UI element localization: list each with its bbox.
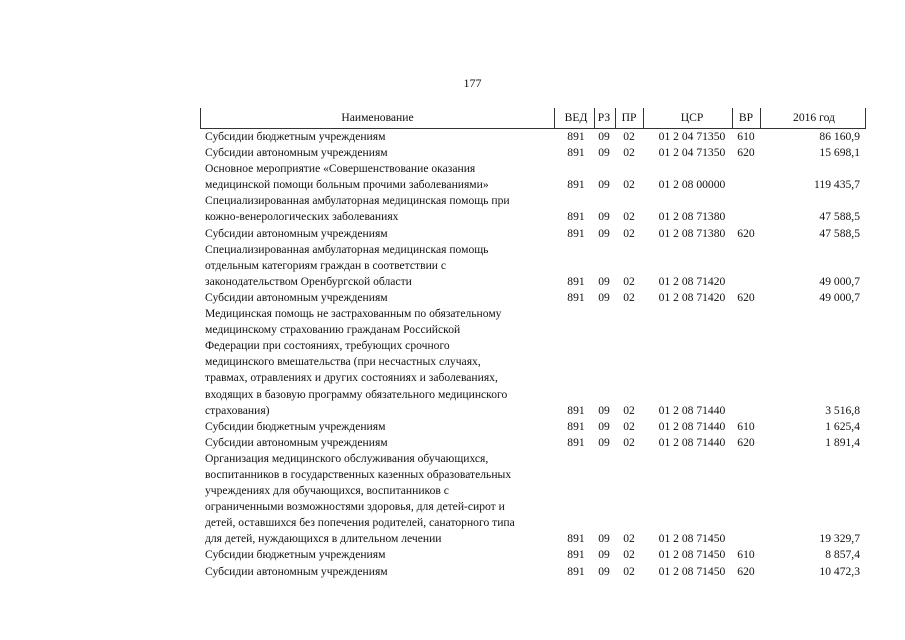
table-row [200, 290, 866, 306]
row-ved: 891 [567, 146, 585, 160]
row-csr: 01 2 08 71450 [658, 532, 726, 546]
header-separator [200, 108, 201, 128]
row-pr: 02 [623, 532, 635, 546]
row-rz: 09 [598, 548, 610, 562]
row-ved: 891 [567, 130, 585, 143]
row-vr: 610 [737, 548, 755, 562]
row-name-line: Субсидии бюджетным учреждениям [205, 130, 386, 143]
row-ved: 891 [567, 532, 585, 546]
row-csr: 01 2 08 71440 [658, 435, 726, 449]
row-csr: 01 2 08 71420 [658, 274, 726, 288]
budget-table [200, 108, 866, 580]
row-pr: 02 [623, 564, 635, 578]
row-vr: 620 [737, 146, 755, 160]
row-sum: 1 891,4 [825, 435, 860, 449]
row-name-line: входящих в базовую программу обязательного медицинского [205, 387, 508, 401]
row-name-line: Организация медицинского обслуживания обучающихся, [205, 451, 489, 465]
row-name [205, 242, 550, 290]
row-name-line: травмах, отравлениях и других состояниях и заболеваниях, [205, 371, 498, 385]
row-rz: 09 [598, 532, 610, 546]
row-ved: 891 [567, 548, 585, 562]
row-ved: 891 [567, 419, 585, 433]
row-pr: 02 [623, 274, 635, 288]
row-name-line: учреждениях для обучающихся, воспитанников с [205, 484, 449, 498]
row-csr: 01 2 08 71380 [658, 226, 726, 240]
header-year: 2016 год [793, 111, 835, 124]
header-separator [760, 108, 761, 128]
row-name-line: для детей, нуждающихся в длительном лечении [205, 532, 442, 546]
table-row [200, 306, 866, 419]
row-name [205, 564, 550, 580]
row-name [205, 161, 550, 193]
table-row [200, 242, 866, 290]
row-name [205, 451, 550, 548]
row-csr: 01 2 08 71440 [658, 403, 726, 417]
row-name-line: медицинскому страхованию гражданам Российской [205, 323, 461, 337]
row-sum: 47 588,5 [819, 210, 860, 224]
row-pr: 02 [623, 130, 635, 143]
row-rz: 09 [598, 178, 610, 192]
row-vr: 620 [737, 564, 755, 578]
row-sum: 1 625,4 [825, 419, 860, 433]
table-header [200, 108, 866, 129]
row-pr: 02 [623, 210, 635, 224]
row-rz: 09 [598, 564, 610, 578]
row-pr: 02 [623, 290, 635, 304]
row-rz: 09 [598, 130, 610, 143]
row-name [205, 193, 550, 225]
row-sum: 8 857,4 [825, 548, 860, 562]
row-name [205, 306, 550, 419]
row-pr: 02 [623, 403, 635, 417]
row-sum: 119 435,7 [814, 178, 860, 192]
table-row [200, 419, 866, 435]
table-row [200, 161, 866, 193]
row-rz: 09 [598, 226, 610, 240]
row-name-line: Субсидии автономным учреждениям [205, 226, 388, 240]
row-sum: 86 160,9 [819, 130, 860, 143]
row-sum: 10 472,3 [819, 564, 860, 578]
row-name-line: Субсидии автономным учреждениям [205, 435, 388, 449]
table-row [200, 226, 866, 242]
row-name [205, 419, 550, 435]
row-name [205, 547, 550, 563]
table-row [200, 193, 866, 225]
row-sum: 19 329,7 [819, 532, 860, 546]
row-ved: 891 [567, 290, 585, 304]
row-name-line: ограниченными возможностями здоровья, для детей-сирот и [205, 500, 505, 514]
row-rz: 09 [598, 274, 610, 288]
row-name-line: Специализированная амбулаторная медицинская помощь при [205, 194, 510, 208]
header-separator [865, 108, 866, 128]
row-name [205, 129, 550, 145]
table-row [200, 547, 866, 563]
row-ved: 891 [567, 403, 585, 417]
row-pr: 02 [623, 226, 635, 240]
row-name [205, 226, 550, 242]
header-csr: ЦСР [680, 111, 704, 124]
row-sum: 15 698,1 [819, 146, 860, 160]
row-csr: 01 2 08 71450 [658, 548, 726, 562]
table-row [200, 145, 866, 161]
row-name-line: Основное мероприятие «Совершенствование оказания [205, 162, 476, 176]
row-csr: 01 2 08 71440 [658, 419, 726, 433]
row-rz: 09 [598, 419, 610, 433]
row-pr: 02 [623, 435, 635, 449]
header-name: Наименование [341, 111, 414, 124]
row-rz: 09 [598, 403, 610, 417]
row-ved: 891 [567, 210, 585, 224]
row-vr: 620 [737, 435, 755, 449]
header-separator [554, 108, 555, 128]
row-rz: 09 [598, 290, 610, 304]
row-name-line: Специализированная амбулаторная медицинская помощь [205, 242, 489, 256]
row-pr: 02 [623, 146, 635, 160]
row-name [205, 290, 550, 306]
row-pr: 02 [623, 419, 635, 433]
header-pr: ПР [621, 111, 637, 124]
row-vr: 610 [737, 419, 755, 433]
row-vr: 610 [737, 130, 755, 143]
row-ved: 891 [567, 435, 585, 449]
row-name-line: кожно-венерологических заболеваниях [205, 210, 399, 224]
row-rz: 09 [598, 210, 610, 224]
table-body [200, 129, 866, 580]
row-vr: 620 [737, 290, 755, 304]
row-name [205, 145, 550, 161]
row-csr: 01 2 08 71380 [658, 210, 726, 224]
row-name-line: детей, оставшихся без попечения родителей, санаторного типа [205, 516, 515, 530]
row-name [205, 435, 550, 451]
row-csr: 01 2 08 00000 [658, 178, 726, 192]
table-row [200, 435, 866, 451]
row-name-line: Медицинская помощь не застрахованным по обязательному [205, 307, 502, 321]
row-name-line: Субсидии бюджетным учреждениям [205, 548, 386, 562]
row-name-line: законодательством Оренбургской области [205, 274, 412, 288]
row-rz: 09 [598, 435, 610, 449]
row-name-line: Федерации при состояниях, требующих срочного [205, 339, 450, 353]
row-ved: 891 [567, 226, 585, 240]
row-name-line: Субсидии автономным учреждениям [205, 146, 388, 160]
header-ved: ВЕД [564, 111, 588, 124]
row-name-line: Субсидии автономным учреждениям [205, 564, 388, 578]
row-ved: 891 [567, 564, 585, 578]
row-pr: 02 [623, 548, 635, 562]
table-row [200, 451, 866, 548]
row-csr: 01 2 04 71350 [658, 130, 726, 143]
row-name-line: медицинского вмешательства (при несчастных случаях, [205, 355, 481, 369]
row-csr: 01 2 04 71350 [658, 146, 726, 160]
row-ved: 891 [567, 178, 585, 192]
header-vr: ВР [738, 111, 754, 124]
header-rz: РЗ [597, 111, 611, 124]
row-name-line: Субсидии бюджетным учреждениям [205, 419, 386, 433]
table-row [200, 564, 866, 580]
row-sum: 49 000,7 [819, 290, 860, 304]
row-sum: 47 588,5 [819, 226, 860, 240]
row-vr: 620 [737, 226, 755, 240]
row-csr: 01 2 08 71450 [658, 564, 726, 578]
row-sum: 49 000,7 [819, 274, 860, 288]
row-name-line: отдельным категориям граждан в соответствии с [205, 258, 447, 272]
page-number: 177 [463, 76, 482, 90]
row-name-line: медицинской помощи больным прочими заболеваниями» [205, 178, 489, 192]
row-name-line: воспитанников в государственных казенных образовательных [205, 467, 512, 481]
row-name-line: Субсидии автономным учреждениям [205, 290, 388, 304]
row-name-line: страхования) [205, 403, 270, 417]
row-csr: 01 2 08 71420 [658, 290, 726, 304]
table-row [200, 129, 866, 145]
row-rz: 09 [598, 146, 610, 160]
row-pr: 02 [623, 178, 635, 192]
row-ved: 891 [567, 274, 585, 288]
row-sum: 3 516,8 [825, 403, 860, 417]
